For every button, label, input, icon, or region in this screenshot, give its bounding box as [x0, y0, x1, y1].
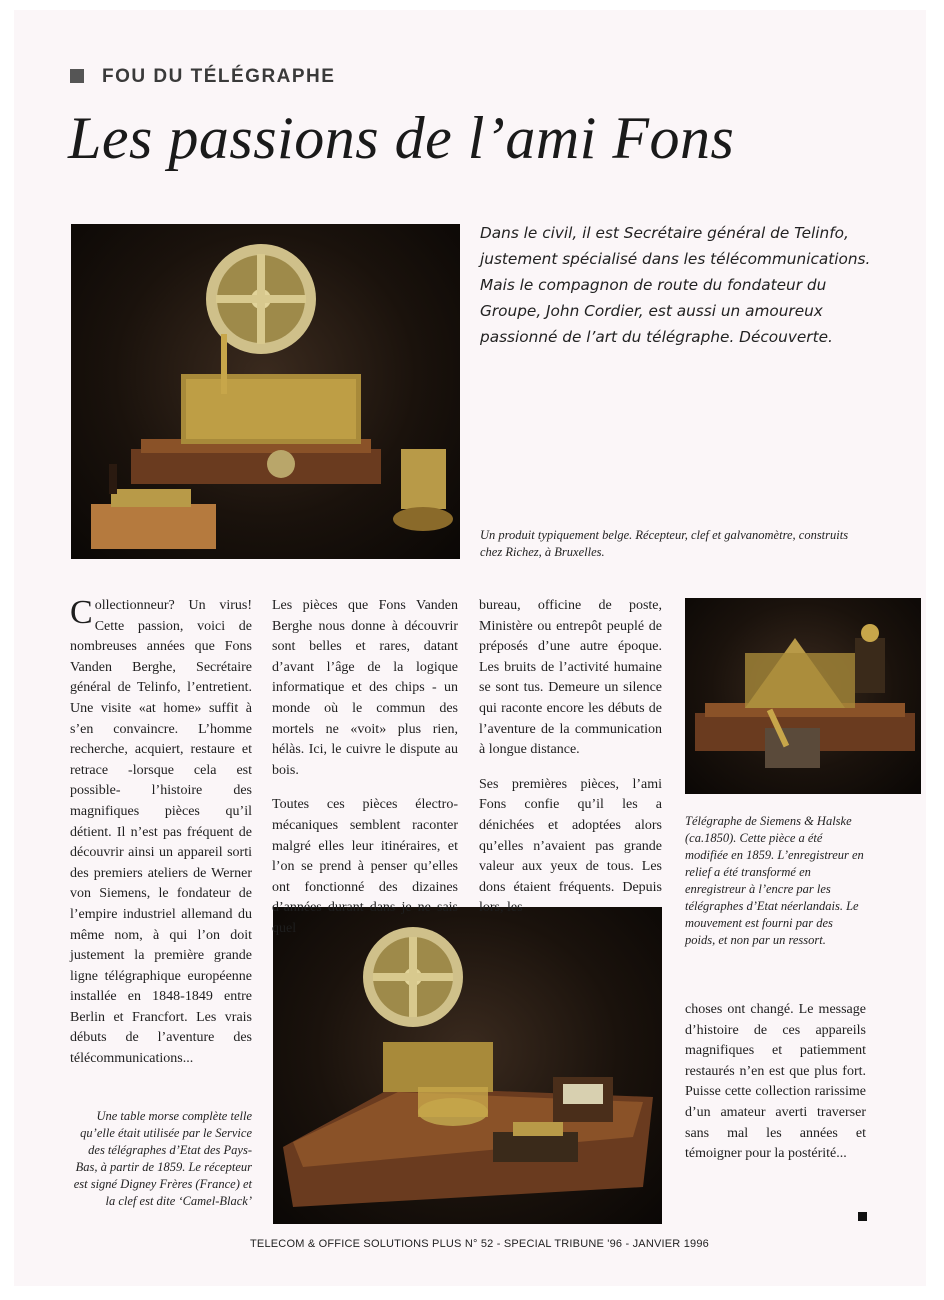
page-footer: TELECOM & OFFICE SOLUTIONS PLUS N° 52 - SPECIAL TRIBUNE '96 - JANVIER 1996: [250, 1238, 709, 1250]
col1-paragraph-1: [70, 596, 252, 1070]
col3-paragraph-1: bureau, officine de poste, Ministère ou entrepôt peuplé de préposés d’une autre époque. Les bruits de l’activité humaine se sont tus. Demeure un silence qui raconte encore les débuts de l’aventure de la communication à longue distance.: [479, 598, 662, 758]
col2-paragraph-2: Toutes ces pièces électro-mécaniques semblent raconter malgré elles leur itinéraires, et l’on se prend à penser qu’elles ont fonctionné des dizaines d’années durant dans je ne sais quel: [272, 797, 458, 936]
photo-siemens-halske: [685, 598, 921, 794]
end-of-article-mark: [858, 1212, 867, 1221]
body-column-3: [479, 596, 662, 933]
drop-cap: C: [70, 594, 93, 631]
kicker-text: FOU DU TÉLÉGRAPHE: [102, 66, 336, 87]
body-column-4: [685, 1000, 866, 1179]
body-column-1: [70, 596, 252, 1084]
photo-richez-telegraph: [71, 224, 460, 559]
telegraph-illustration-2: [685, 598, 921, 794]
article-title: Les passions de l’ami Fons: [68, 105, 735, 171]
article-lead: Dans le civil, il est Secrétaire général de Telinfo, justement spécialisé dans les télécommunications. Mais le compagnon de route du fondateur du Groupe, John Cordier, est aussi un amoureux passionné de l’art du télégraphe. Découverte.: [480, 224, 871, 346]
col3-paragraph-2: Ses premières pièces, l’ami Fons confie qu’il les a dénichées et adoptées alors qu’elles n’avaient pas grande valeur aux yeux de tous. Les dons étaient fréquents. Depuis lors, les: [479, 776, 662, 916]
telegraph-illustration-3: [273, 907, 662, 1224]
body-column-2: [272, 596, 458, 954]
caption-photo-1: Un produit typiquement belge. Récepteur, clef et galvanomètre, construits chez Richez, à Bruxelles.: [480, 528, 849, 559]
col1-text: ollectionneur? Un virus! Cette passion, voici de nombreuses années que Fons Vanden Berghe, Secrétaire général de Telinfo, l’entretient. Une visite «at home» suffit à s’en convaincre. L’homme recherche, acquiert, restaure et retrace -lorsque cela est possible- l’histoire des magnifiques pièces qu’il détient. Il n’est pas fréquent de découvrir ainsi un appareil sorti des premiers ateliers de Werner von Siemens, le fondateur de l’empire industriel allemand du même nom, à qui l’on doit justement la première grande ligne télégraphique européenne installée en 1848-1849 entre Berlin et Francfort. Les vrais débuts de l’aventure des télécommunications...: [70, 598, 252, 1067]
photo-morse-table: [273, 907, 662, 1224]
section-kicker: [70, 66, 335, 88]
col2-paragraph-1: Les pièces que Fons Vanden Berghe nous donne à découvrir sont belles et rares, datant d’avant l’âge de la logique informatique et des chips - un monde où le commun des mortels ne «voit» plus rien, hélàs. Ici, le cuivre le dispute au bois.: [272, 598, 458, 778]
caption-photo-3: Une table morse complète telle qu’elle était utilisée par le Service des télégraphes d’Etat des Pays-Bas, à partir de 1859. Le récepteur est signé Digney Frères (France) et la clef est dite ‘Camel-Black’: [73, 1109, 252, 1208]
telegraph-illustration-1: [71, 224, 460, 559]
col4-paragraph-1: choses ont changé. Le message d’histoire de ces appareils magnifiques et patiemment restaurés n’en est que plus fort. Puisse cette collection rarissime d’un amateur averti traverser sans mal les années et témoigner pour la postérité...: [685, 1002, 866, 1162]
caption-photo-2: Télégraphe de Siemens & Halske (ca.1850). Cette pièce a été modifiée en 1859. L’enregistreur en relief a été transformé en enregistreur à l’encre par les télégraphes d’Etat néerlandais. Le mouvement est fourni par des poids, et non par un ressort.: [685, 814, 864, 947]
kicker-square-bullet: [70, 69, 84, 83]
